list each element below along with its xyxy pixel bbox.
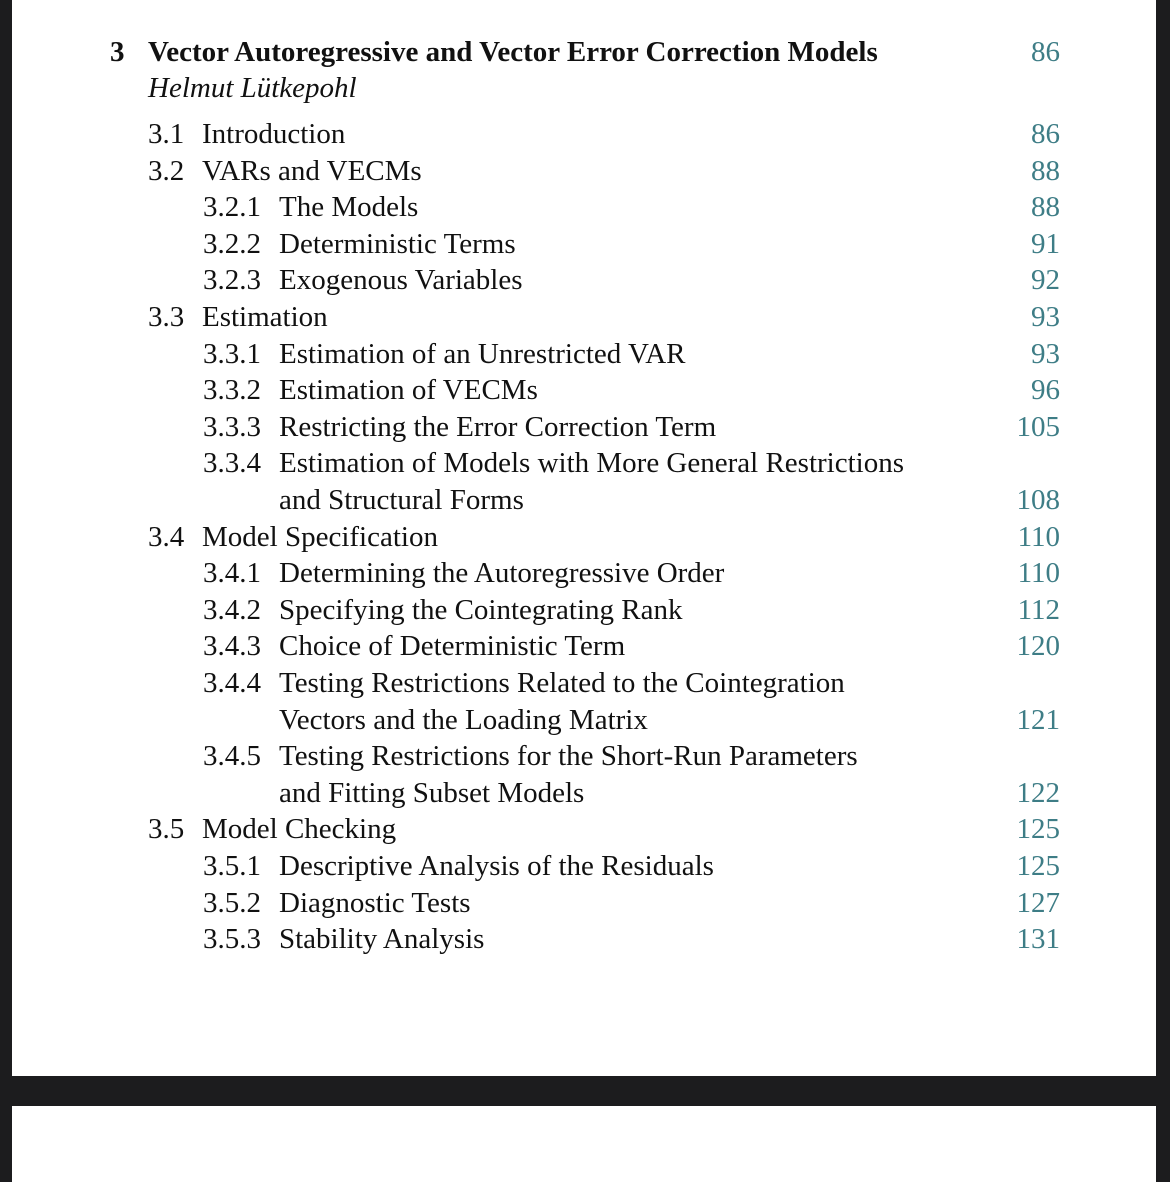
section-number: 3.5 — [148, 813, 185, 846]
section-number: 3.5.1 — [203, 850, 261, 882]
section-number: 3.2.3 — [203, 264, 261, 297]
section-title[interactable]: Exogenous Variables — [279, 264, 523, 297]
section-title[interactable]: Testing Restrictions for the Short-Run Parameters — [279, 740, 858, 773]
section-page-number[interactable]: 122 — [1016, 776, 1060, 809]
section-page-number[interactable]: 121 — [1016, 703, 1060, 736]
section-title[interactable]: Model Checking — [202, 813, 397, 846]
section-number: 3.2.2 — [203, 227, 261, 260]
section-title[interactable]: Testing Restrictions Related to the Cointegration — [279, 667, 845, 699]
section-title-continued[interactable]: Vectors and the Loading Matrix — [279, 703, 648, 736]
section-page-number[interactable]: 125 — [1016, 813, 1060, 846]
section-title[interactable]: Diagnostic Tests — [279, 886, 471, 919]
section-page-number[interactable]: 86 — [1031, 118, 1060, 150]
section-title[interactable]: Determining the Autoregressive Order — [279, 557, 725, 590]
section-title[interactable]: Specifying the Cointegrating Rank — [279, 593, 683, 626]
section-page-number[interactable]: 110 — [1017, 520, 1060, 553]
chapter-title[interactable]: Vector Autoregressive and Vector Error Correction Models — [148, 36, 878, 68]
chapter-author: Helmut Lütkepohl — [148, 72, 357, 104]
section-title[interactable]: Estimation of an Unrestricted VAR — [279, 337, 686, 370]
section-page-number[interactable]: 108 — [1016, 484, 1060, 516]
chapter-number: 3 — [110, 36, 125, 68]
section-number: 3.2 — [148, 154, 185, 187]
section-page-number[interactable]: 96 — [1031, 374, 1060, 407]
section-page-number[interactable]: 112 — [1017, 593, 1060, 626]
section-title[interactable]: Descriptive Analysis of the Residuals — [279, 850, 714, 882]
section-page-number[interactable]: 93 — [1031, 301, 1060, 333]
section-page-number[interactable]: 93 — [1031, 337, 1060, 370]
chapter-page-number[interactable]: 86 — [1031, 36, 1060, 68]
section-number: 3.4.1 — [203, 557, 261, 590]
section-page-number[interactable]: 92 — [1031, 264, 1060, 297]
table-of-contents — [12, 0, 1156, 1076]
section-title-continued[interactable]: and Fitting Subset Models — [279, 776, 585, 809]
section-number: 3.2.1 — [203, 191, 261, 224]
section-title-continued[interactable]: and Structural Forms — [279, 484, 524, 516]
section-title[interactable]: Estimation — [202, 301, 328, 333]
section-number: 3.3.3 — [203, 410, 261, 443]
section-page-number[interactable]: 91 — [1031, 227, 1060, 260]
section-number: 3.3.1 — [203, 337, 261, 370]
section-page-number[interactable]: 110 — [1017, 557, 1060, 590]
section-title[interactable]: Introduction — [202, 118, 346, 150]
section-title[interactable]: Deterministic Terms — [279, 227, 516, 260]
section-number: 3.5.2 — [203, 886, 261, 919]
section-page-number[interactable]: 127 — [1016, 886, 1060, 919]
section-title[interactable]: Choice of Deterministic Term — [279, 630, 626, 663]
section-page-number[interactable]: 125 — [1016, 850, 1060, 882]
toc-page — [12, 0, 1156, 1076]
section-page-number[interactable]: 131 — [1016, 923, 1060, 956]
section-number: 3.4.2 — [203, 593, 261, 626]
section-number: 3.5.3 — [203, 923, 261, 956]
section-title[interactable]: Estimation of Models with More General Restrictions — [279, 447, 905, 480]
section-page-number[interactable]: 120 — [1016, 630, 1060, 663]
section-title[interactable]: Estimation of VECMs — [279, 374, 538, 407]
section-number: 3.3 — [148, 301, 185, 333]
section-title[interactable]: Stability Analysis — [279, 923, 485, 956]
section-title[interactable]: VARs and VECMs — [202, 154, 422, 187]
section-page-number[interactable]: 88 — [1031, 191, 1060, 224]
section-number: 3.4.4 — [203, 667, 261, 699]
section-number: 3.4 — [148, 520, 185, 553]
section-number: 3.3.4 — [203, 447, 261, 480]
section-number: 3.4.3 — [203, 630, 261, 663]
section-number: 3.4.5 — [203, 740, 261, 773]
section-title[interactable]: Model Specification — [202, 520, 438, 553]
section-number: 3.1 — [148, 118, 185, 150]
section-title[interactable]: The Models — [279, 191, 419, 224]
section-number: 3.3.2 — [203, 374, 261, 407]
section-page-number[interactable]: 105 — [1016, 410, 1060, 443]
next-page — [12, 1106, 1156, 1182]
section-title[interactable]: Restricting the Error Correction Term — [279, 410, 717, 443]
section-page-number[interactable]: 88 — [1031, 154, 1060, 187]
